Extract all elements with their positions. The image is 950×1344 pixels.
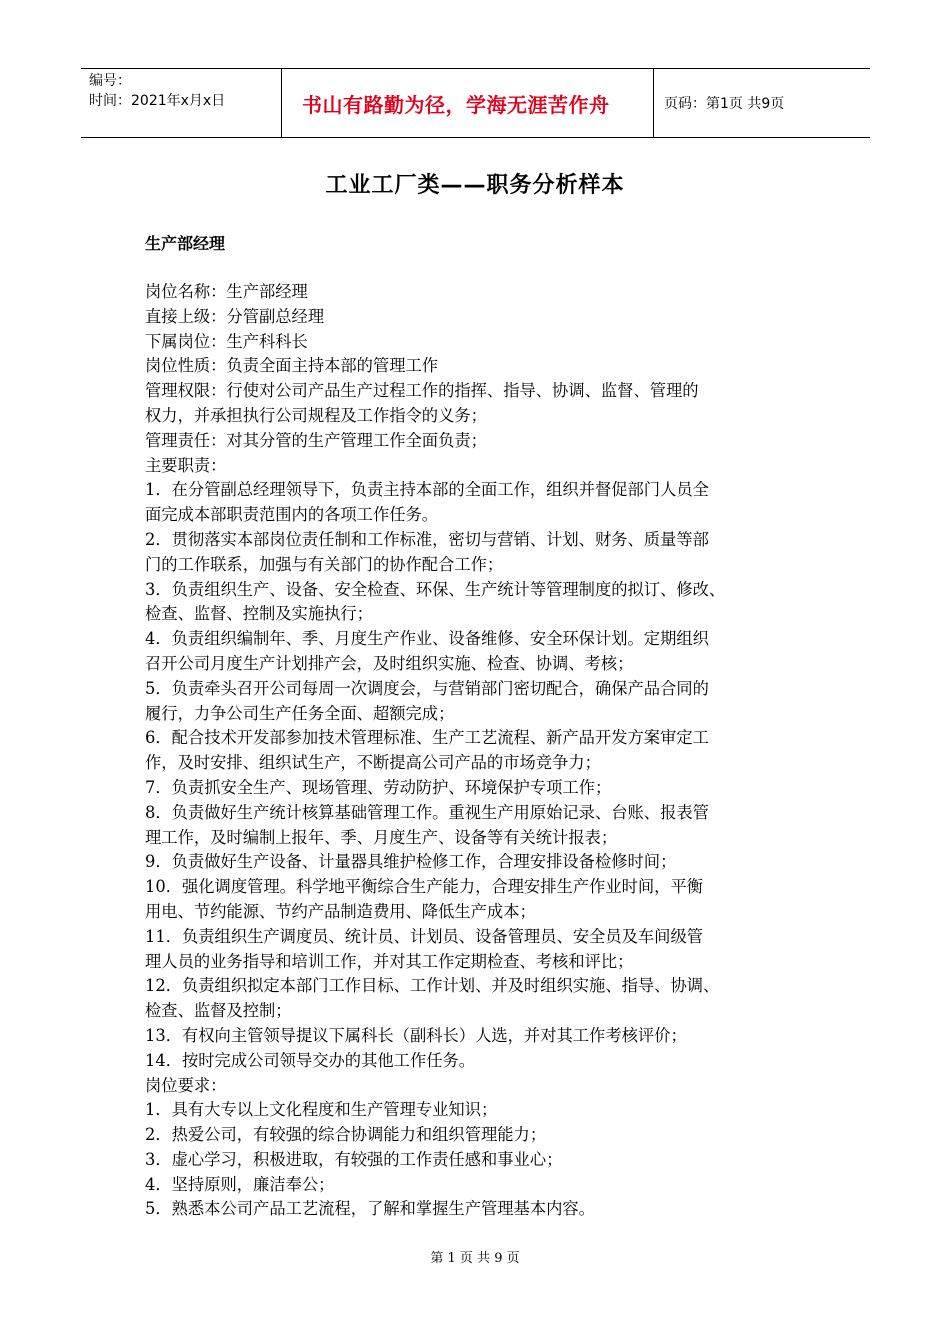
body-text-line: 3．负责组织生产、设备、安全检查、环保、生产统计等管理制度的拟订、修改、: [145, 579, 726, 599]
section-heading: 生产部经理: [145, 234, 226, 253]
body-text-line: 2．热爱公司，有较强的综合协调能力和组织管理能力；: [145, 1125, 547, 1145]
page-footer: 第 1 页 共 9 页: [430, 1251, 520, 1266]
body-text-line: 岗位名称：生产部经理: [145, 282, 308, 301]
body-text-line: 检查、监督及控制；: [145, 1001, 292, 1021]
body-text-line: 权力，并承担执行公司规程及工作指令的义务；: [145, 405, 487, 425]
body-text-line: 6．配合技术开发部参加技术管理标准、生产工艺流程、新产品开发方案审定工: [145, 728, 709, 748]
body-text-line: 10．强化调度管理。科学地平衡综合生产能力，合理安排生产作业时间，平衡: [145, 877, 704, 897]
header-meta: [81, 69, 282, 137]
body-text-line: 用电、节约能源、节约产品制造费用、降低生产成本；: [145, 901, 536, 921]
header-page-info-cell: [654, 69, 870, 137]
page-header: [81, 68, 870, 138]
body-text-line: 5．负责牵头召开公司每周一次调度会，与营销部门密切配合，确保产品合同的: [145, 678, 709, 698]
body-text-line: 14．按时完成公司领导交办的其他工作任务。: [145, 1050, 476, 1070]
document-body: [145, 280, 845, 1222]
body-text-line: 岗位性质：负责全面主持本部的管理工作: [145, 356, 439, 376]
header-motto-cell: [282, 69, 654, 137]
body-text-line: 履行，力争公司生产任务全面、超额完成；: [145, 703, 455, 723]
body-text-line: 管理责任：对其分管的生产管理工作全面负责；: [145, 430, 487, 450]
body-text-line: 门的工作联系，加强与有关部门的协作配合工作；: [145, 554, 504, 574]
document-title: 工业工厂类——职务分析样本: [325, 173, 625, 198]
body-text-line: 5．熟悉本公司产品工艺流程，了解和掌握生产管理基本内容。: [145, 1199, 595, 1219]
body-text-line: 3．虚心学习，积极进取，有较强的工作责任感和事业心；: [145, 1149, 563, 1169]
body-text-line: 面完成本部职责范围内的各项工作任务。: [145, 505, 439, 525]
body-text-line: 4．坚持原则，廉洁奉公；: [145, 1174, 335, 1194]
body-text-line: 7．负责抓安全生产、现场管理、劳动防护、环境保护专项工作；: [145, 777, 612, 797]
body-text-line: 8．负责做好生产统计核算基础管理工作。重视生产用原始记录、台账、报表管: [145, 802, 709, 822]
body-text-line: 理工作，及时编制上报年、季、月度生产、设备等有关统计报表；: [145, 827, 618, 847]
body-text-line: 13．有权向主管领导提议下属科长（副科长）人选，并对其工作考核评价；: [145, 1025, 687, 1045]
body-text-line: 岗位要求：: [145, 1075, 227, 1095]
body-text-line: 1．具有大专以上文化程度和生产管理专业知识；: [145, 1100, 498, 1120]
body-text-line: 11．负责组织生产调度员、统计员、计划员、设备管理员、安全员及车间级管: [145, 926, 704, 946]
document-date: 时间：2021年x月x日: [89, 93, 226, 109]
body-text-line: 理人员的业务指导和培训工作，并对其工作定期检查、考核和评比；: [145, 951, 634, 971]
body-text-line: 管理权限：行使对公司产品生产过程工作的指挥、指导、协调、监督、管理的: [145, 381, 699, 401]
body-text-line: 检查、监督、控制及实施执行；: [145, 604, 373, 624]
body-text-line: 4．负责组织编制年、季、月度生产作业、设备维修、安全环保计划。定期组织: [145, 629, 709, 649]
body-text-line: 9．负责做好生产设备、计量器具维护检修工作，合理安排设备检修时间；: [145, 852, 677, 872]
body-text-line: 2．贯彻落实本部岗位责任制和工作标准，密切与营销、计划、财务、质量等部: [145, 529, 709, 549]
body-text-line: 12．负责组织拟定本部门工作目标、工作计划、并及时组织实施、指导、协调、: [145, 976, 720, 996]
body-text-line: 召开公司月度生产计划排产会，及时组织实施、检查、协调、考核；: [145, 653, 634, 673]
body-text-line: 主要职责：: [145, 455, 227, 475]
body-text-line: 直接上级：分管副总经理: [145, 306, 325, 326]
body-text-line: 作，及时安排、组织试生产，不断提高公司产品的市场竞争力；: [145, 753, 601, 773]
header-motto: 书山有路勤为径，学海无涯苦作舟: [302, 92, 610, 117]
body-text-line: 下属岗位：生产科科长: [145, 331, 308, 351]
document-number-label: 编号：: [89, 73, 131, 89]
header-page-info: 页码：第1页 共9页: [664, 96, 785, 112]
body-text-line: 1．在分管副总经理领导下，负责主持本部的全面工作，组织并督促部门人员全: [145, 480, 709, 500]
